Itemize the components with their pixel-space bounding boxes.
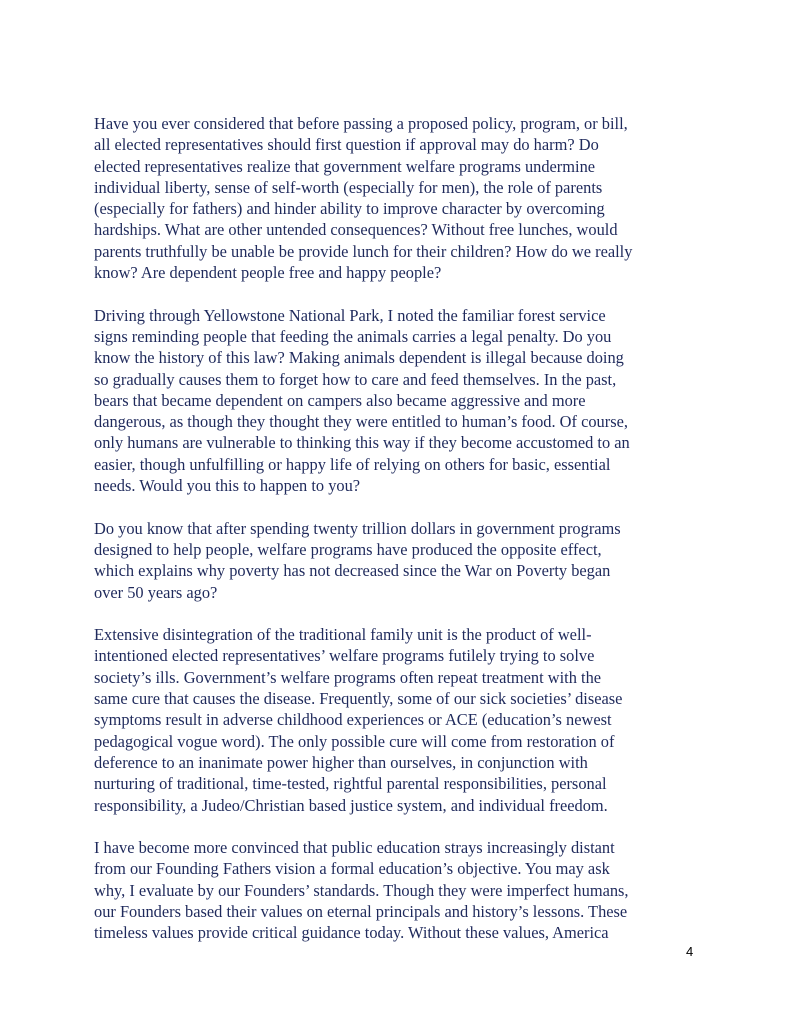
paragraph-war-on-poverty: Do you know that after spending twenty trillion dollars in government programs designed to help people, welfare programs have produced the opposite effect, which explains why poverty has not decreased since the War on Poverty began over 50 years ago? (94, 518, 621, 602)
paragraph-family-unit: Extensive disintegration of the traditional family unit is the product of well- intentioned elected representatives’ welfare programs futilely trying to solve society’s ills. Government’s welfare programs often repeat treatment with the same cure that causes the disease. Frequently, some of our sick societies’ disease symptoms result in adverse childhood experiences or ACE (education’s newest pedagogical vogue word). The only possible cure will come from restoration of deference to an inanimate power higher than ourselves, in conjunction with nurturing of traditional, time-tested, rightful parental responsibilities, personal responsibility, a Judeo/Christian based justice system, and individual freedom. (94, 625, 623, 815)
page-number: 4 (686, 944, 694, 959)
paragraph-yellowstone: Driving through Yellowstone National Park, I noted the familiar forest service signs reminding people that feeding the animals carries a legal penalty. Do you know the history of this law? Making animals dependent is illegal because doing so gradually causes them to forget how to care and feed themselves. In the past, bears that became dependent on campers also became aggressive and more dangerous, as though they thought they were entitled to human’s food. Of course, only humans are vulnerable to thinking this way if they become accustomed to an easier, though unfulfilling or happy life of relying on others for basic, essential needs. Would you this to happen to you? (94, 305, 630, 496)
document-body (94, 113, 700, 965)
paragraph-public-education: I have become more convinced that public education strays increasingly distant from our Founding Fathers vision a formal education’s objective. You may ask why, I evaluate by our Founders’ standards. Though they were imperfect humans, our Founders based their values on eternal principals and history’s lessons. These timeless values provide critical guidance today. Without these values, America (94, 838, 629, 943)
paragraph-free-lunches: Have you ever considered that before passing a proposed policy, program, or bill, all elected representatives should first question if approval may do harm? Do elected representatives realize that government welfare programs undermine individual liberty, sense of self-worth (especially for men), the role of parents (especially for fathers) and hinder ability to improve character by overcoming hardships. What are other untended consequences? Without free lunches, would parents truthfully be unable be provide lunch for their children? How do we really know? Are dependent people free and happy people? (94, 114, 633, 283)
